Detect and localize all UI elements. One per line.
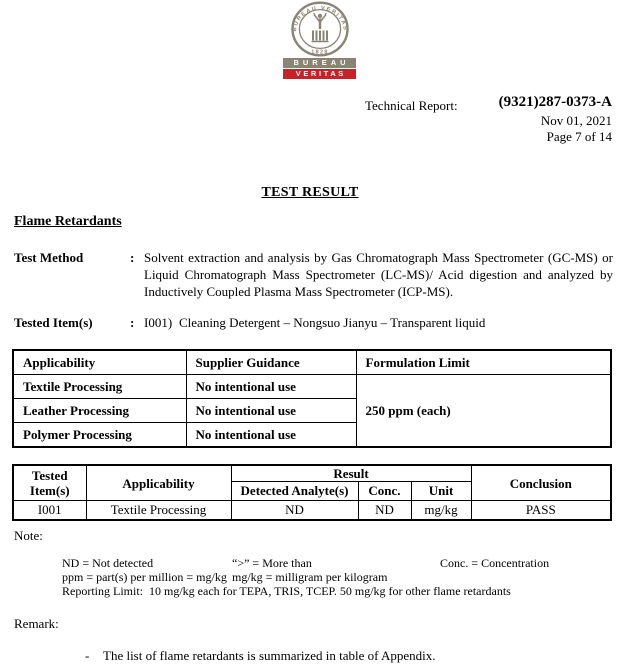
- test-method-label: Test Method: [14, 250, 84, 265]
- test-method-colon: :: [130, 250, 135, 265]
- cell-applicability: Leather Processing: [13, 399, 186, 423]
- emblem-figure: [311, 13, 328, 42]
- bureau-veritas-logo: [283, 1, 356, 79]
- page-title: TEST RESULT: [261, 185, 359, 200]
- remark-label: Remark:: [14, 616, 59, 631]
- table-row: [13, 501, 611, 521]
- cell-tested-item: I001: [13, 501, 86, 521]
- report-date: Nov 01, 2021: [540, 113, 612, 128]
- cell-applicability: Textile Processing: [13, 375, 186, 399]
- remark-text: The list of flame retardants is summarized in table of Appendix.: [103, 648, 436, 663]
- test-method-row: [14, 249, 613, 300]
- note-nd-definition: ND = Not detected: [62, 556, 154, 570]
- logo-veritas-bar: VERITAS: [283, 69, 356, 79]
- cell-guidance: No intentional use: [186, 423, 356, 448]
- cell-guidance: No intentional use: [186, 399, 356, 423]
- tested-item-value: [144, 314, 613, 331]
- table-header-row: [13, 465, 611, 482]
- cell-conc: ND: [358, 501, 411, 521]
- col-header-result: Result: [231, 465, 471, 482]
- col-header-conc: Conc.: [358, 482, 411, 501]
- table-header-row: [13, 350, 611, 375]
- col-header-applicability: Applicability: [86, 465, 231, 501]
- col-header-formulation-limit: Formulation Limit: [356, 350, 611, 375]
- note-reporting-limit: Reporting Limit: 10 mg/kg each for TEPA, TRIS, TCEP. 50 mg/kg for other flame retardants: [62, 584, 511, 598]
- cell-unit: mg/kg: [411, 501, 471, 521]
- tested-item-description: Cleaning Detergent – Nongsuo Jianyu – Transparent liquid: [179, 315, 486, 330]
- col-header-unit: Unit: [411, 482, 471, 501]
- col-header-detected-analytes: Detected Analyte(s): [231, 482, 358, 501]
- bureau-veritas-emblem-icon: [289, 1, 351, 57]
- cell-applicability: Textile Processing: [86, 501, 231, 521]
- cell-detected-analytes: ND: [231, 501, 358, 521]
- note-conc-definition: Conc. = Concentration: [440, 556, 550, 570]
- result-table: [12, 464, 612, 521]
- cell-guidance: No intentional use: [186, 375, 356, 399]
- cell-formulation-limit: 250 ppm (each): [356, 375, 611, 448]
- note-mgkg-definition: mg/kg = milligram per kilogram: [232, 570, 388, 584]
- technical-report-label: Technical Report:: [365, 98, 458, 113]
- report-number: (9321)287-0373-A: [498, 94, 612, 110]
- logo-bureau-bar: BUREAU: [283, 58, 356, 68]
- col-header-supplier-guidance: Supplier Guidance: [186, 350, 356, 375]
- emblem-year-text: 1828: [310, 49, 329, 56]
- table-row: [13, 375, 611, 399]
- col-header-conclusion: Conclusion: [471, 465, 611, 501]
- cell-applicability: Polymer Processing: [13, 423, 186, 448]
- emblem-arc-text: BUREAU VERITAS: [291, 5, 348, 32]
- col-header-tested-items: Tested Item(s): [13, 465, 86, 501]
- cell-conclusion: PASS: [471, 501, 611, 521]
- tested-items-row: [14, 314, 613, 331]
- note-label: Note:: [14, 528, 43, 543]
- page-indicator: Page 7 of 14: [546, 129, 612, 144]
- note-ppm-definition: ppm = part(s) per million = mg/kg: [62, 570, 227, 584]
- tested-item-id: I001): [144, 315, 173, 330]
- tested-items-label: Tested Item(s): [14, 315, 93, 330]
- section-heading-flame-retardants: Flame Retardants: [14, 214, 122, 229]
- test-method-text: Solvent extraction and analysis by Gas Chromatograph Mass Spectrometer (GC-MS) or Liquid Chromatograph Mass Spectrometer (LC-MS)/ Acid digestion and analyzed by Inductively Coupled Plasma Mass Spectrometer (ICP-MS).: [144, 250, 613, 299]
- note-more-than-definition: “>” = More than: [232, 556, 312, 570]
- tested-items-colon: :: [130, 315, 135, 330]
- applicability-table: [12, 349, 612, 448]
- remark-bullet: -: [85, 648, 90, 663]
- col-header-applicability: Applicability: [13, 350, 186, 375]
